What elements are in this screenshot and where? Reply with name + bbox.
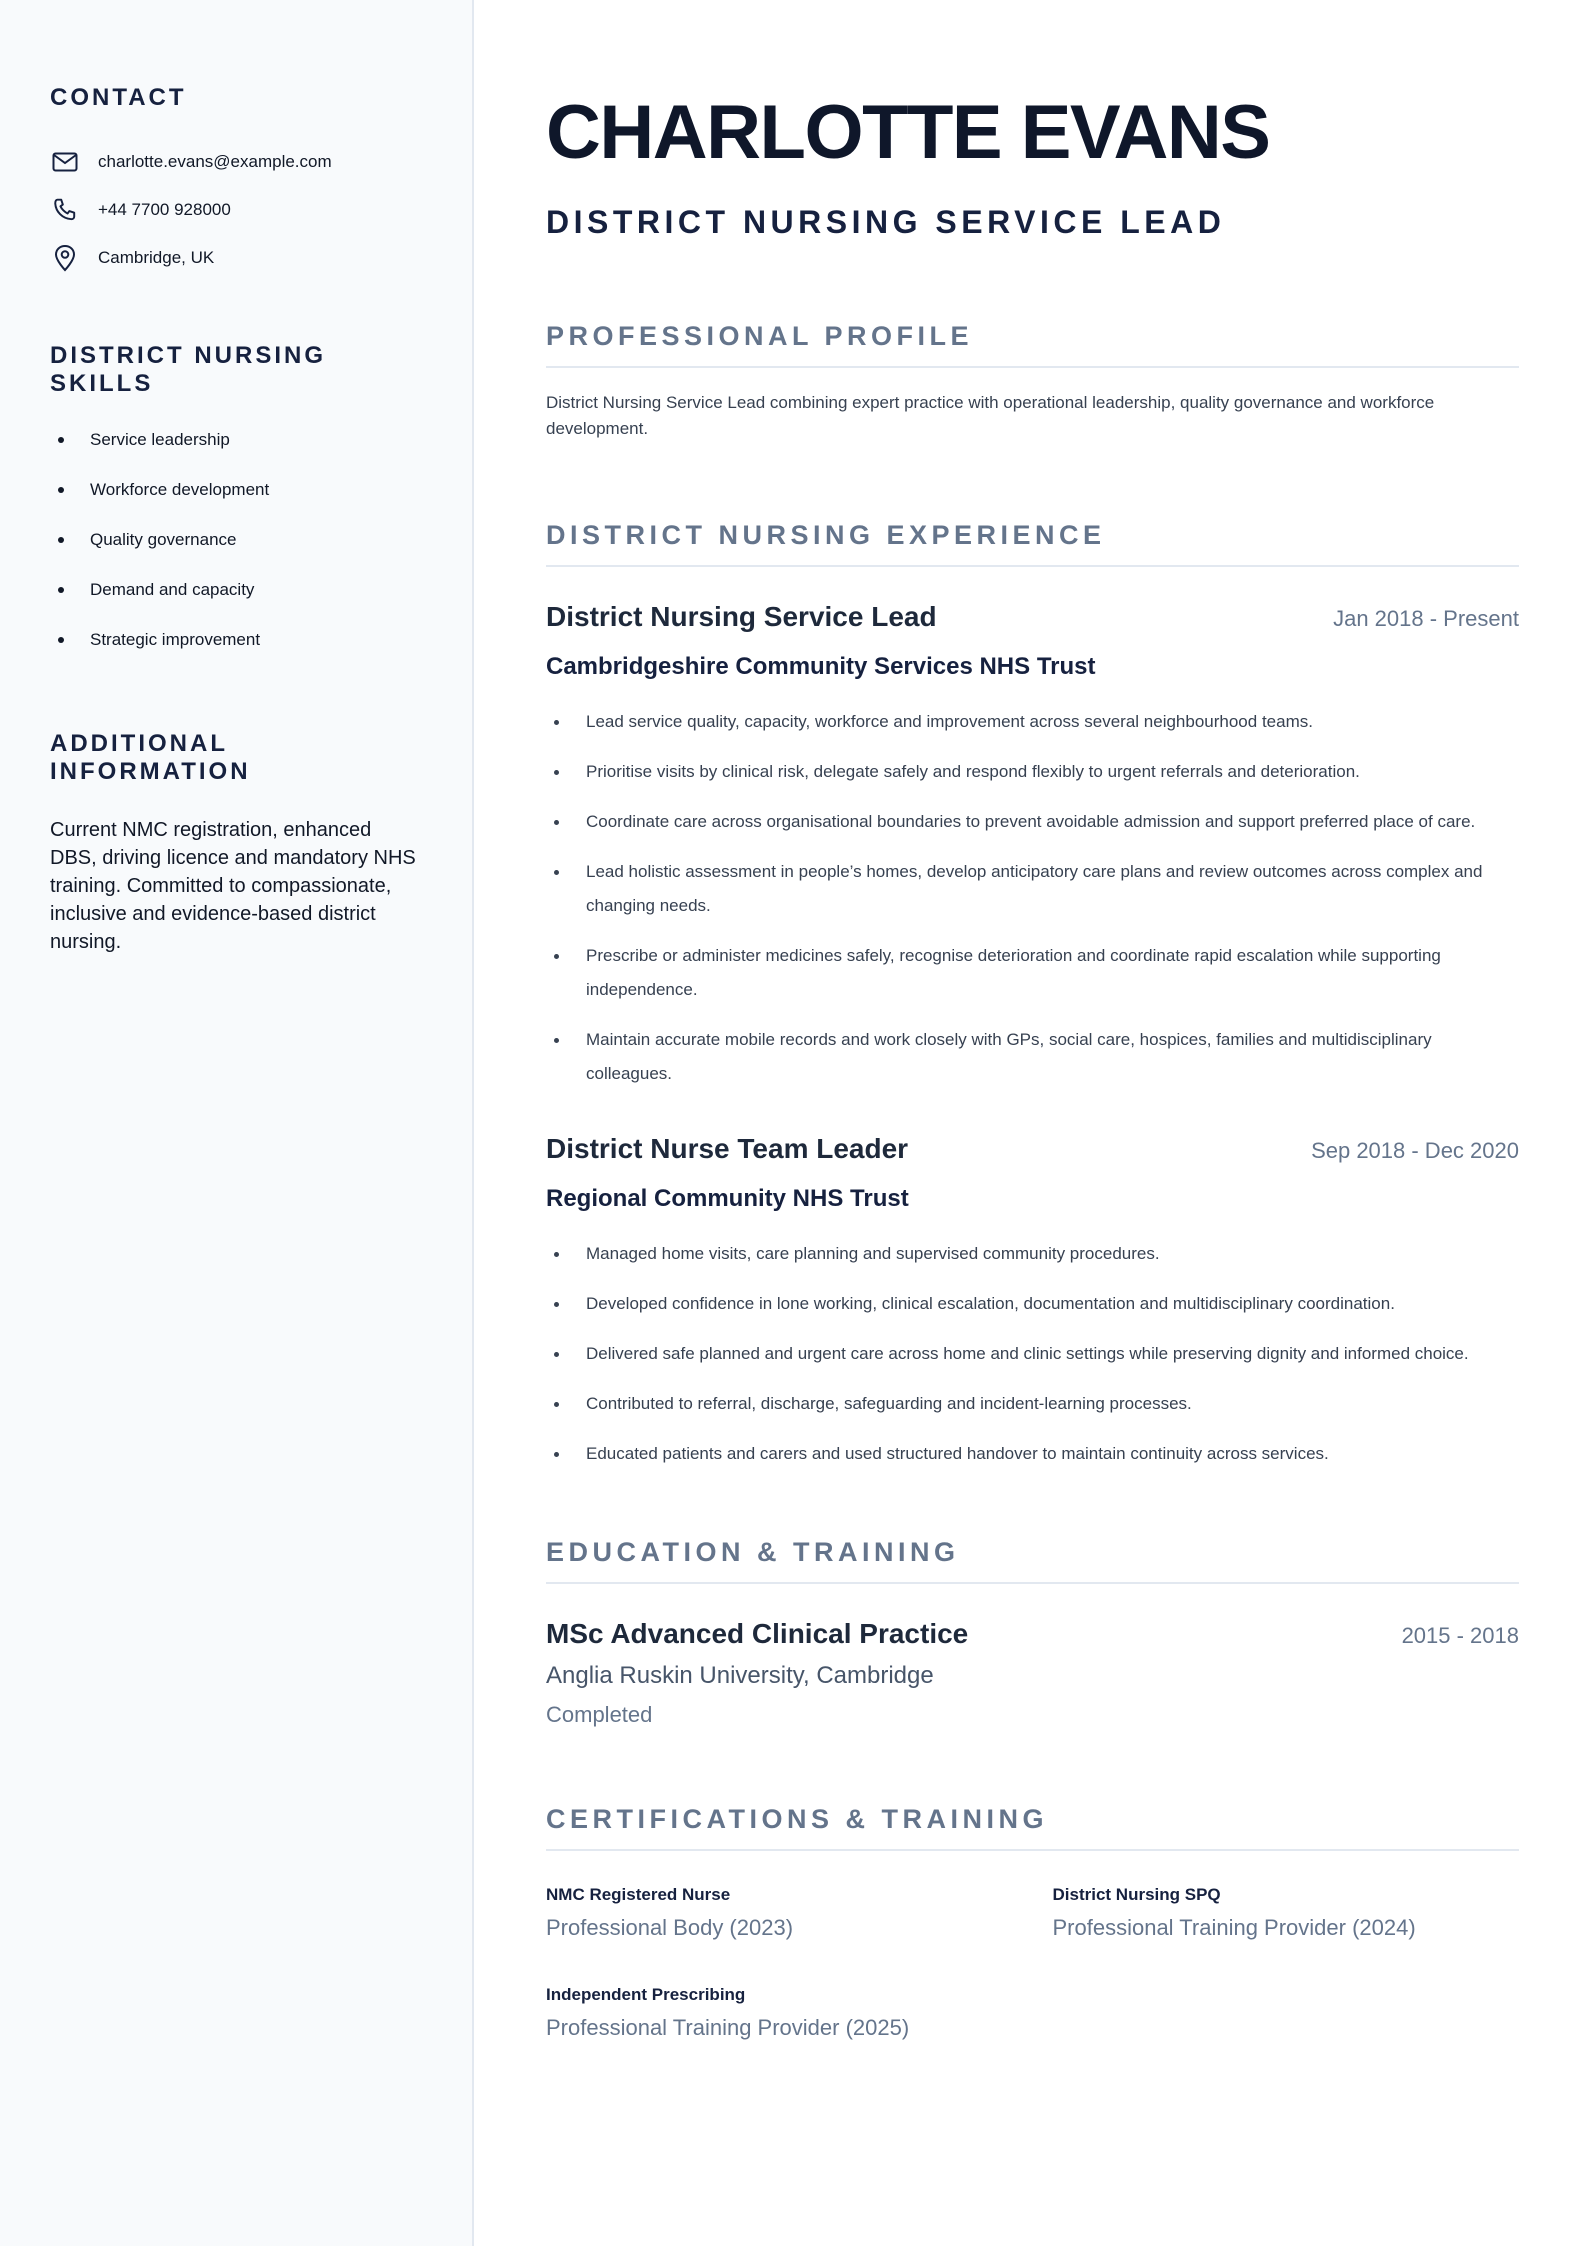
experience-section-title: DISTRICT NURSING EXPERIENCE <box>546 520 1519 567</box>
job-bullet: Prescribe or administer medicines safely, recognise deterioration and coordinate rapid escalation while supporting independence. <box>546 939 1519 1007</box>
job-bullets <box>546 1237 1519 1471</box>
location-text: Cambridge, UK <box>98 248 215 267</box>
job-bullet: Maintain accurate mobile records and work closely with GPs, social care, hospices, families and multidisciplinary colleagues. <box>546 1023 1519 1091</box>
education-dates: 2015 - 2018 <box>1401 1623 1519 1648</box>
skill-item: Strategic improvement <box>50 628 422 678</box>
education-entry <box>546 1618 1519 1728</box>
job-bullet: Contributed to referral, discharge, safeguarding and incident-learning processes. <box>546 1387 1519 1421</box>
candidate-name: CHARLOTTE EVANS <box>546 90 1270 175</box>
degree-title: MSc Advanced Clinical Practice <box>546 1618 969 1649</box>
sidebar <box>0 0 474 2246</box>
skills-heading: DISTRICT NURSING SKILLS <box>50 342 326 397</box>
email-text[interactable]: charlotte.evans@example.com <box>98 152 332 171</box>
job-bullet: Lead service quality, capacity, workforce and improvement across several neighbourhood teams. <box>546 705 1519 739</box>
candidate-role: DISTRICT NURSING SERVICE LEAD <box>546 204 1226 240</box>
job-bullet: Managed home visits, care planning and supervised community procedures. <box>546 1237 1519 1271</box>
contact-list <box>50 138 422 282</box>
additional-info-text: Current NMC registration, enhanced DBS, driving licence and mandatory NHS training. Committed to compassionate, inclusive and evidence-based district nursing. <box>50 819 416 953</box>
phone-icon <box>50 195 80 225</box>
skill-item: Workforce development <box>50 478 422 528</box>
main-content <box>474 0 1588 2246</box>
certification-item <box>1053 1885 1520 1941</box>
job-bullet: Developed confidence in lone working, clinical escalation, documentation and multidisciplinary coordination. <box>546 1287 1519 1321</box>
job-bullet: Lead holistic assessment in people’s homes, develop anticipatory care plans and review outcomes across complex and changing needs. <box>546 855 1519 923</box>
job-title: District Nursing Service Lead <box>546 601 937 632</box>
job-title: District Nurse Team Leader <box>546 1133 909 1164</box>
additional-info-heading: ADDITIONAL INFORMATION <box>50 730 251 785</box>
job-organization: Cambridgeshire Community Services NHS Trust <box>546 653 1096 680</box>
certification-item <box>546 1985 1013 2041</box>
certification-body: Professional Body (2023) <box>546 1915 794 1940</box>
skill-item: Demand and capacity <box>50 578 422 628</box>
certification-name: NMC Registered Nurse <box>546 1885 731 1904</box>
profile-text: District Nursing Service Lead combining expert practice with operational leadership, quality governance and workforce development. <box>546 393 1435 438</box>
contact-location <box>50 234 422 282</box>
mail-icon <box>50 147 80 177</box>
education-status: Completed <box>546 1702 653 1727</box>
certification-name: Independent Prescribing <box>546 1985 746 2004</box>
skill-item: Quality governance <box>50 528 422 578</box>
contact-phone <box>50 186 422 234</box>
location-pin-icon <box>50 243 80 273</box>
certifications-section-title: CERTIFICATIONS & TRAINING <box>546 1804 1519 1851</box>
phone-text[interactable]: +44 7700 928000 <box>98 200 231 219</box>
school-name: Anglia Ruskin University, Cambridge <box>546 1662 934 1689</box>
job-dates: Jan 2018 - Present <box>1333 606 1519 631</box>
profile-section-title: PROFESSIONAL PROFILE <box>546 321 1519 368</box>
education-section-title: EDUCATION & TRAINING <box>546 1537 1519 1584</box>
job-bullet: Educated patients and carers and used structured handover to maintain continuity across services. <box>546 1437 1519 1471</box>
job-bullet: Delivered safe planned and urgent care across home and clinic settings while preserving dignity and informed choice. <box>546 1337 1519 1371</box>
certification-item <box>546 1885 1013 1941</box>
certification-body: Professional Training Provider (2024) <box>1052 1915 1416 1940</box>
job-bullet: Prioritise visits by clinical risk, delegate safely and respond flexibly to urgent referrals and deterioration. <box>546 755 1519 789</box>
skills-list <box>50 428 422 678</box>
skill-item: Service leadership <box>50 428 422 478</box>
certification-body: Professional Training Provider (2025) <box>546 2015 910 2040</box>
certification-name: District Nursing SPQ <box>1052 1885 1221 1904</box>
contact-email <box>50 138 422 186</box>
job-entry <box>546 1133 1519 1471</box>
job-dates: Sep 2018 - Dec 2020 <box>1311 1138 1519 1163</box>
contact-heading: CONTACT <box>50 84 187 111</box>
job-bullet: Coordinate care across organisational boundaries to prevent avoidable admission and support preferred place of care. <box>546 805 1519 839</box>
job-entry <box>546 601 1519 1091</box>
job-bullets <box>546 705 1519 1091</box>
job-organization: Regional Community NHS Trust <box>546 1185 909 1212</box>
certifications-grid <box>546 1885 1519 2041</box>
